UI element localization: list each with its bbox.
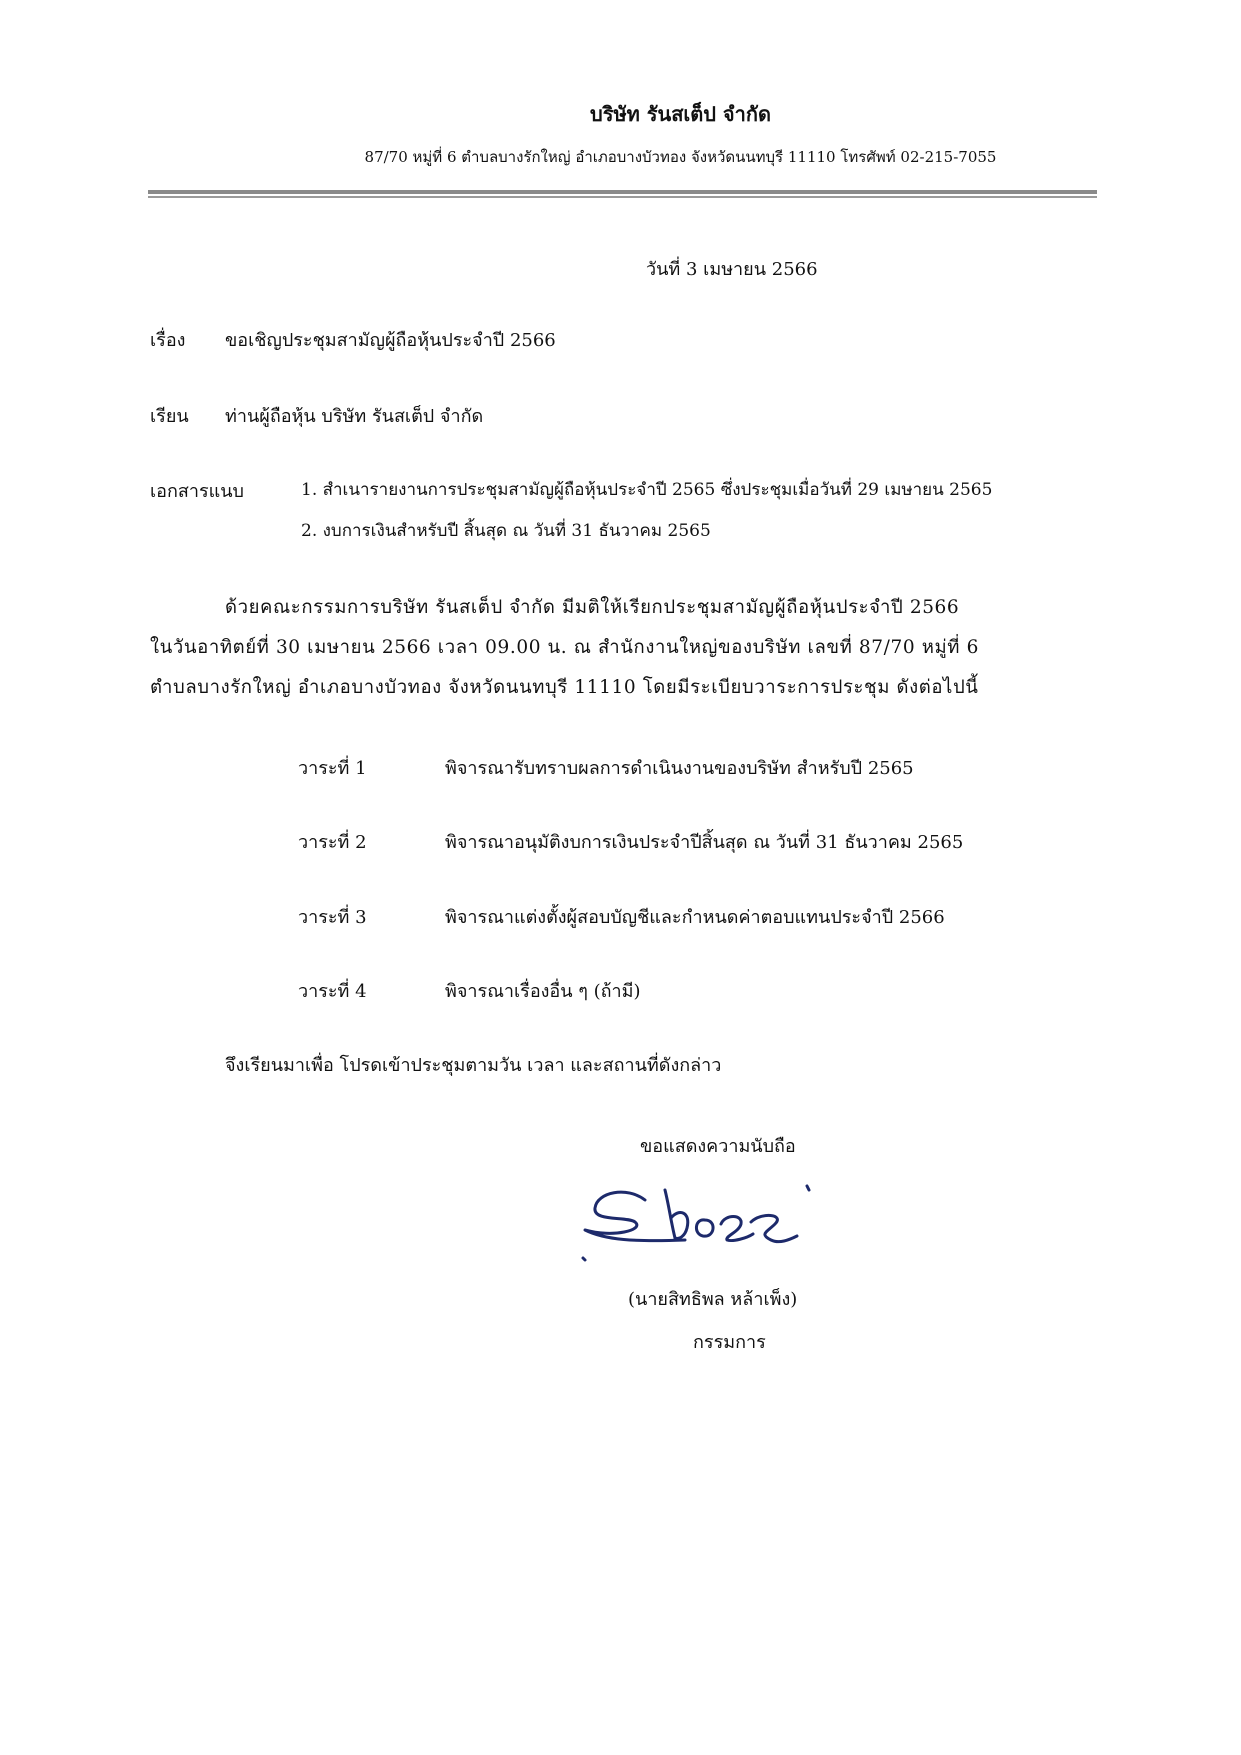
agenda-number: วาระที่ 1 xyxy=(298,758,367,779)
signer-name: (นายสิทธิพล หล้าเพ็ง) xyxy=(628,1289,798,1310)
company-address: 87/70 หมู่ที่ 6 ตำบลบางรักใหญ่ อำเภอบางบัวทอง จังหวัดนนทบุรี 11110 โทรศัพท์ 02-215-7055 xyxy=(364,148,997,166)
agenda-text: พิจารณารับทราบผลการดำเนินงานของบริษัท สำหรับปี 2565 xyxy=(445,758,914,779)
agenda-number: วาระที่ 3 xyxy=(298,907,367,928)
agenda-text: พิจารณาอนุมัติงบการเงินประจำปีสิ้นสุด ณ วันที่ 31 ธันวาคม 2565 xyxy=(445,832,964,853)
signature-drawing xyxy=(575,1178,875,1278)
subject-label: เรื่อง xyxy=(150,330,186,351)
recipient-label: เรียน xyxy=(150,406,189,427)
regards-text: ขอแสดงความนับถือ xyxy=(640,1136,796,1157)
recipient-text: ท่านผู้ถือหุ้น บริษัท รันสเต็ป จำกัด xyxy=(225,406,484,427)
agenda-number: วาระที่ 2 xyxy=(298,832,367,853)
header-divider xyxy=(148,190,1097,194)
signature-image xyxy=(575,1178,875,1282)
signer-position: กรรมการ xyxy=(693,1332,766,1353)
subject-text: ขอเชิญประชุมสามัญผู้ถือหุ้นประจำปี 2566 xyxy=(225,330,556,351)
company-name: บริษัท รันสเต็ป จำกัด xyxy=(590,102,771,126)
agenda-text: พิจารณาเรื่องอื่น ๆ (ถ้ามี) xyxy=(445,981,641,1002)
closing-sentence: จึงเรียนมาเพื่อ โปรดเข้าประชุมตามวัน เวลา และสถานที่ดังกล่าว xyxy=(225,1055,722,1076)
body-paragraph-line: ด้วยคณะกรรมการบริษัท รันสเต็ป จำกัด มีมติให้เรียกประชุมสามัญผู้ถือหุ้นประจำปี 2566 xyxy=(225,597,960,618)
header-divider-secondary xyxy=(148,196,1097,198)
enclosure-item: 2. งบการเงินสำหรับปี สิ้นสุด ณ วันที่ 31 ธันวาคม 2565 xyxy=(301,521,711,541)
agenda-number: วาระที่ 4 xyxy=(298,981,367,1002)
body-paragraph-line: ตำบลบางรักใหญ่ อำเภอบางบัวทอง จังหวัดนนทบุรี 11110 โดยมีระเบียบวาระการประชุม ดังต่อไปนี้ xyxy=(150,677,979,698)
body-paragraph-line: ในวันอาทิตย์ที่ 30 เมษายน 2566 เวลา 09.00 น. ณ สำนักงานใหญ่ของบริษัท เลขที่ 87/70 หมู่ที่ 6 xyxy=(150,637,979,658)
agenda-text: พิจารณาแต่งตั้งผู้สอบบัญชีและกำหนดค่าตอบแทนประจำปี 2566 xyxy=(445,907,945,928)
letter-date: วันที่ 3 เมษายน 2566 xyxy=(646,259,818,280)
enclosure-item: 1. สำเนารายงานการประชุมสามัญผู้ถือหุ้นประจำปี 2565 ซึ่งประชุมเมื่อวันที่ 29 เมษายน 2565 xyxy=(301,480,993,500)
enclosures-label: เอกสารแนบ xyxy=(150,481,244,502)
